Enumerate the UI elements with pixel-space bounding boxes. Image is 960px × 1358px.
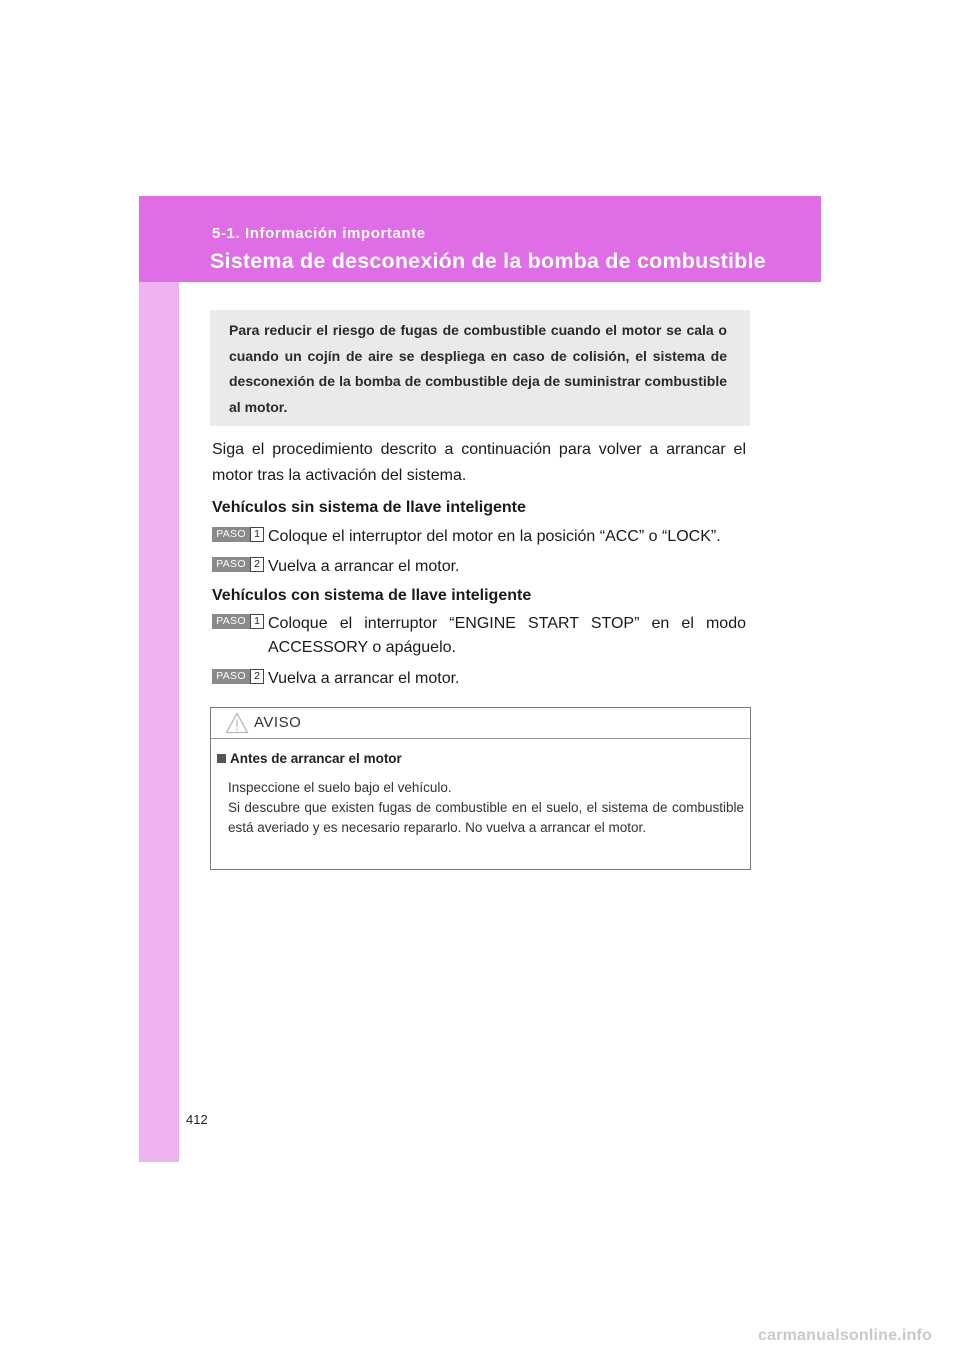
step-badge-word: PASO [212,614,250,629]
step-badge [212,527,264,542]
step-badge-number: 1 [250,527,264,542]
subheading-smart-key: Vehículos con sistema de llave inteligente [212,587,532,604]
step-badge-word: PASO [212,669,250,684]
step-badge-number: 2 [250,669,264,684]
step-text: Vuelva a arrancar el motor. [268,558,460,575]
step-text: Coloque el interruptor del motor en la posición “ACC” o “LOCK”. [268,528,721,545]
step-badge [212,614,264,629]
watermark: carmanualsonline.info [758,1327,933,1344]
section-label: 5-1. Información importante [212,225,426,242]
warning-line: Inspeccione el suelo bajo el vehículo. [228,780,452,795]
warning-title: AVISO [254,714,302,731]
square-bullet-icon [217,754,226,763]
body-paragraph: Siga el procedimiento descrito a continuación para volver a arrancar el motor tras la activación del sistema. [212,441,746,484]
step-text: Coloque el interruptor “ENGINE START STOP” en el modo ACCESSORY o apáguelo. [268,615,746,656]
warning-header [211,708,750,739]
warning-line: Si descubre que existen fugas de combustible en el suelo, el sistema de combustible está averiado y es necesario repararlo. No vuelva a arrancar el motor. [228,800,744,835]
page-number: 412 [186,1112,208,1127]
step-badge-word: PASO [212,527,250,542]
step-keyless-1 [212,525,746,545]
page-title: Sistema de desconexión de la bomba de combustible [210,249,766,273]
side-color-band [139,196,179,1162]
step-badge-number: 2 [250,557,264,572]
warning-box [210,707,751,870]
intro-text: Para reducir el riesgo de fugas de combustible cuando el motor se cala o cuando un cojín de aire se despliega en caso de colisión, el sistema de desconexión de la bomba de combustible deja de suministrar combustible al motor. [229,322,727,415]
step-smart-1 [212,612,746,656]
step-badge-word: PASO [212,557,250,572]
step-keyless-2 [212,555,746,575]
warning-triangle-icon [225,712,249,734]
step-badge [212,557,264,572]
step-badge-number: 1 [250,614,264,629]
step-text: Vuelva a arrancar el motor. [268,670,460,687]
step-badge [212,669,264,684]
subheading-keyless: Vehículos sin sistema de llave inteligente [212,499,526,516]
warning-subheading: Antes de arrancar el motor [230,751,402,766]
step-smart-2 [212,667,746,687]
warning-body [228,778,744,838]
